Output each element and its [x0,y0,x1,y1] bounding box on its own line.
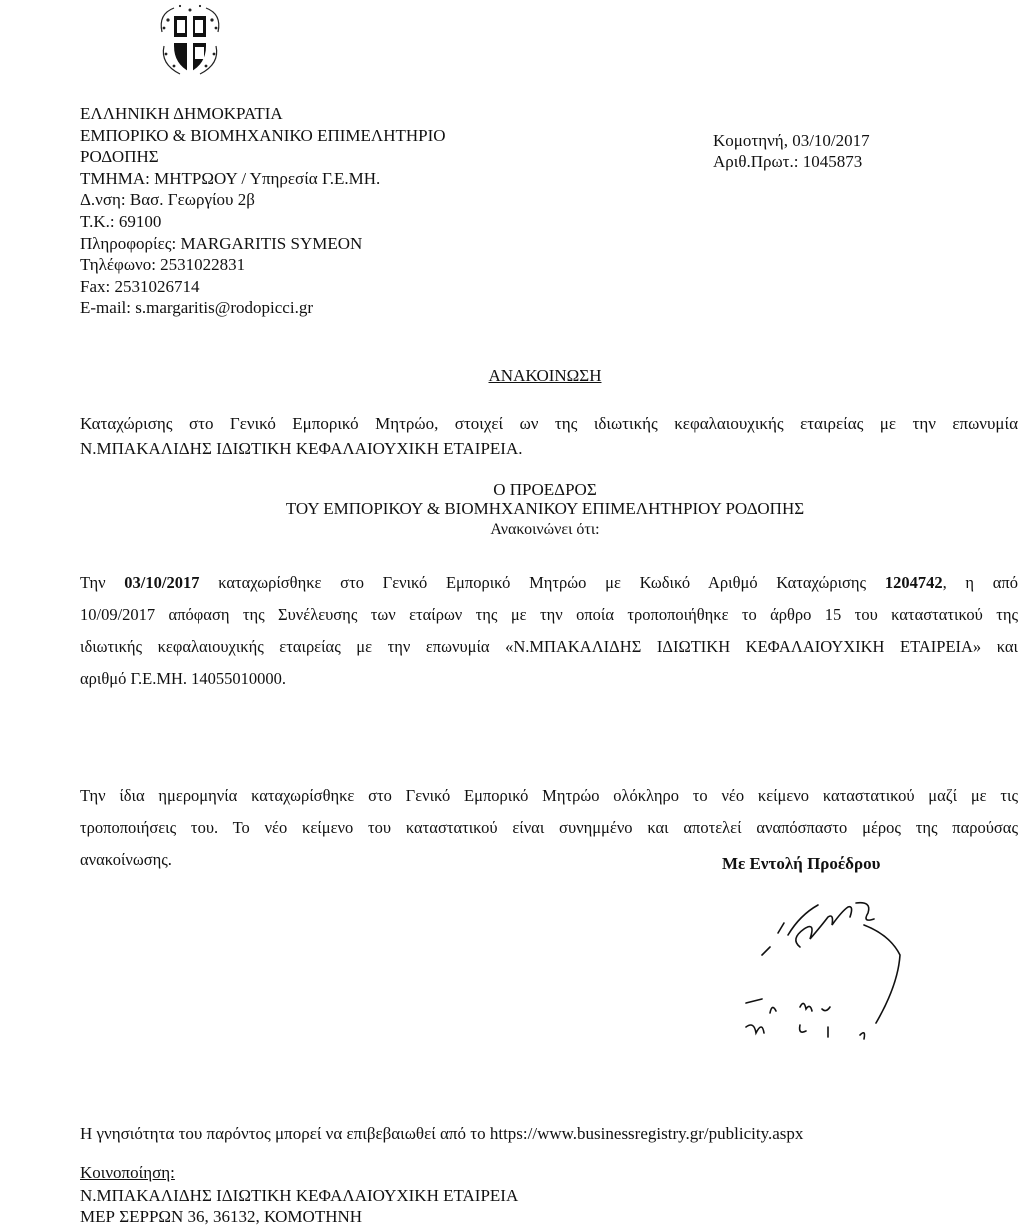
registration-prefix: Την [80,573,125,592]
registration-paragraph [80,567,1018,695]
president-heading: Ο ΠΡΟΕΔΡΟΣ [493,480,597,499]
registration-line-3: ιδιωτικής κεφαλαιουχικής εταιρείας με την επωνυμία «Ν.ΜΠΑΚΑΛΙΔΗΣ ΙΔΙΩΤΙΚΗ ΚΕΦΑΛΑΙΟΥΧΙΚΗ ΕΤΑΙΡΕΙΑ» και [80,637,1018,656]
country-line: ΕΛΛΗΝΙΚΗ ΔΗΜΟΚΡΑΤΙΑ [80,104,283,123]
recipient-block [80,1185,518,1227]
coat-of-arms-icon [150,2,230,82]
registration-line-2: 10/09/2017 απόφαση της Συνέλευσης των εταίρων της με την οποία τροποποιήθηκε το άρθρο 15 του καταστατικού της [80,605,1018,624]
verification-text: Η γνησιότητα του παρόντος μπορεί να επιβεβαιωθεί από το https://www.businessregistry.gr/publicity.aspx [80,1124,804,1143]
protocol-number: Αριθ.Πρωτ.: 1045873 [713,152,863,171]
statutes-line-2: τροποποιήσεις του. Το νέο κείμενο του καταστατικού είναι συνημμένο και αποτελεί αναπόσπαστο μέρος της παρούσας [80,818,1018,837]
registration-text: καταχωρίσθηκε στο Γενικό Εμπορικό Μητρώο με Κωδικό Αριθμό Καταχώρισης [199,573,885,592]
registration-suffix: , η από [942,573,1019,592]
address-line: Δ.νση: Βασ. Γεωργίου 2β [80,190,255,210]
postcode-line: Τ.Κ.: 69100 [80,211,162,231]
phone-line: Τηλέφωνο: 2531022831 [80,255,246,275]
document-meta [713,130,870,172]
region-line: ΡΟΔΟΠΗΣ [80,147,159,167]
registration-code: 1204742 [884,573,943,592]
registration-date: 03/10/2017 [124,573,200,592]
statutes-line-3: ανακοίνωσης. [80,850,172,869]
subject-line-1: Καταχώρισης στο Γενικό Εμπορικό Μητρώο, στοιχεί ων της ιδιωτικής κεφαλαιουχικής εταιρείας με την επωνυμία [80,414,1018,433]
signature-title: Με Εντολή Προέδρου [722,854,881,873]
registration-line-1 [80,567,1018,599]
fax-line: Fax: 2531026714 [80,276,200,296]
statutes-line-1: Την ίδια ημερομηνία καταχωρίσθηκε στο Γενικό Εμπορικό Μητρώο ολόκληρο το νέο κείμενο καταστατικού μαζί με τις [80,786,1018,805]
contact-line: Πληροφορίες: MARGARITIS SYMEON [80,233,363,253]
recipient-name: Ν.ΜΠΑΚΑΛΙΔΗΣ ΙΔΙΩΤΙΚΗ ΚΕΦΑΛΑΙΟΥΧΙΚΗ ΕΤΑΙΡΕΙΑ [80,1186,519,1205]
chamber-line: ΕΜΠΟΡΙΚΟ & ΒΙΟΜΗΧΑΝΙΚΟ ΕΠΙΜΕΛΗΤΗΡΙΟ [80,125,446,145]
document-title: ΑΝΑΚΟΙΝΩΣΗ [488,366,602,385]
sender-block [80,103,446,319]
announces-line: Ανακοινώνει ότι: [490,521,600,538]
registration-line-4: αριθμό Γ.Ε.ΜΗ. 14055010000. [80,669,287,688]
email-line: E-mail: s.margaritis@rodopicci.gr [80,298,313,318]
chamber-heading: ΤΟΥ ΕΜΠΟΡΙΚΟΥ & ΒΙΟΜΗΧΑΝΙΚΟΥ ΕΠΙΜΕΛΗΤΗΡΙΟΥ ΡΟΔΟΠΗΣ [285,499,805,518]
place-date: Κομοτηνή, 03/10/2017 [713,131,870,150]
subject-paragraph [80,411,1018,461]
department-line: ΤΜΗΜΑ: ΜΗΤΡΩΟΥ / Υπηρεσία Γ.Ε.ΜΗ. [80,168,381,188]
recipient-address: ΜΕΡ ΣΕΡΡΩΝ 36, 36132, ΚΟΜΟΤΗΝΗ [80,1207,363,1226]
signature-icon [650,895,910,1050]
notification-label: Κοινοποίηση: [80,1163,175,1182]
subject-line-2: Ν.ΜΠΑΚΑΛΙΔΗΣ ΙΔΙΩΤΙΚΗ ΚΕΦΑΛΑΙΟΥΧΙΚΗ ΕΤΑΙΡΕΙΑ. [80,439,523,458]
